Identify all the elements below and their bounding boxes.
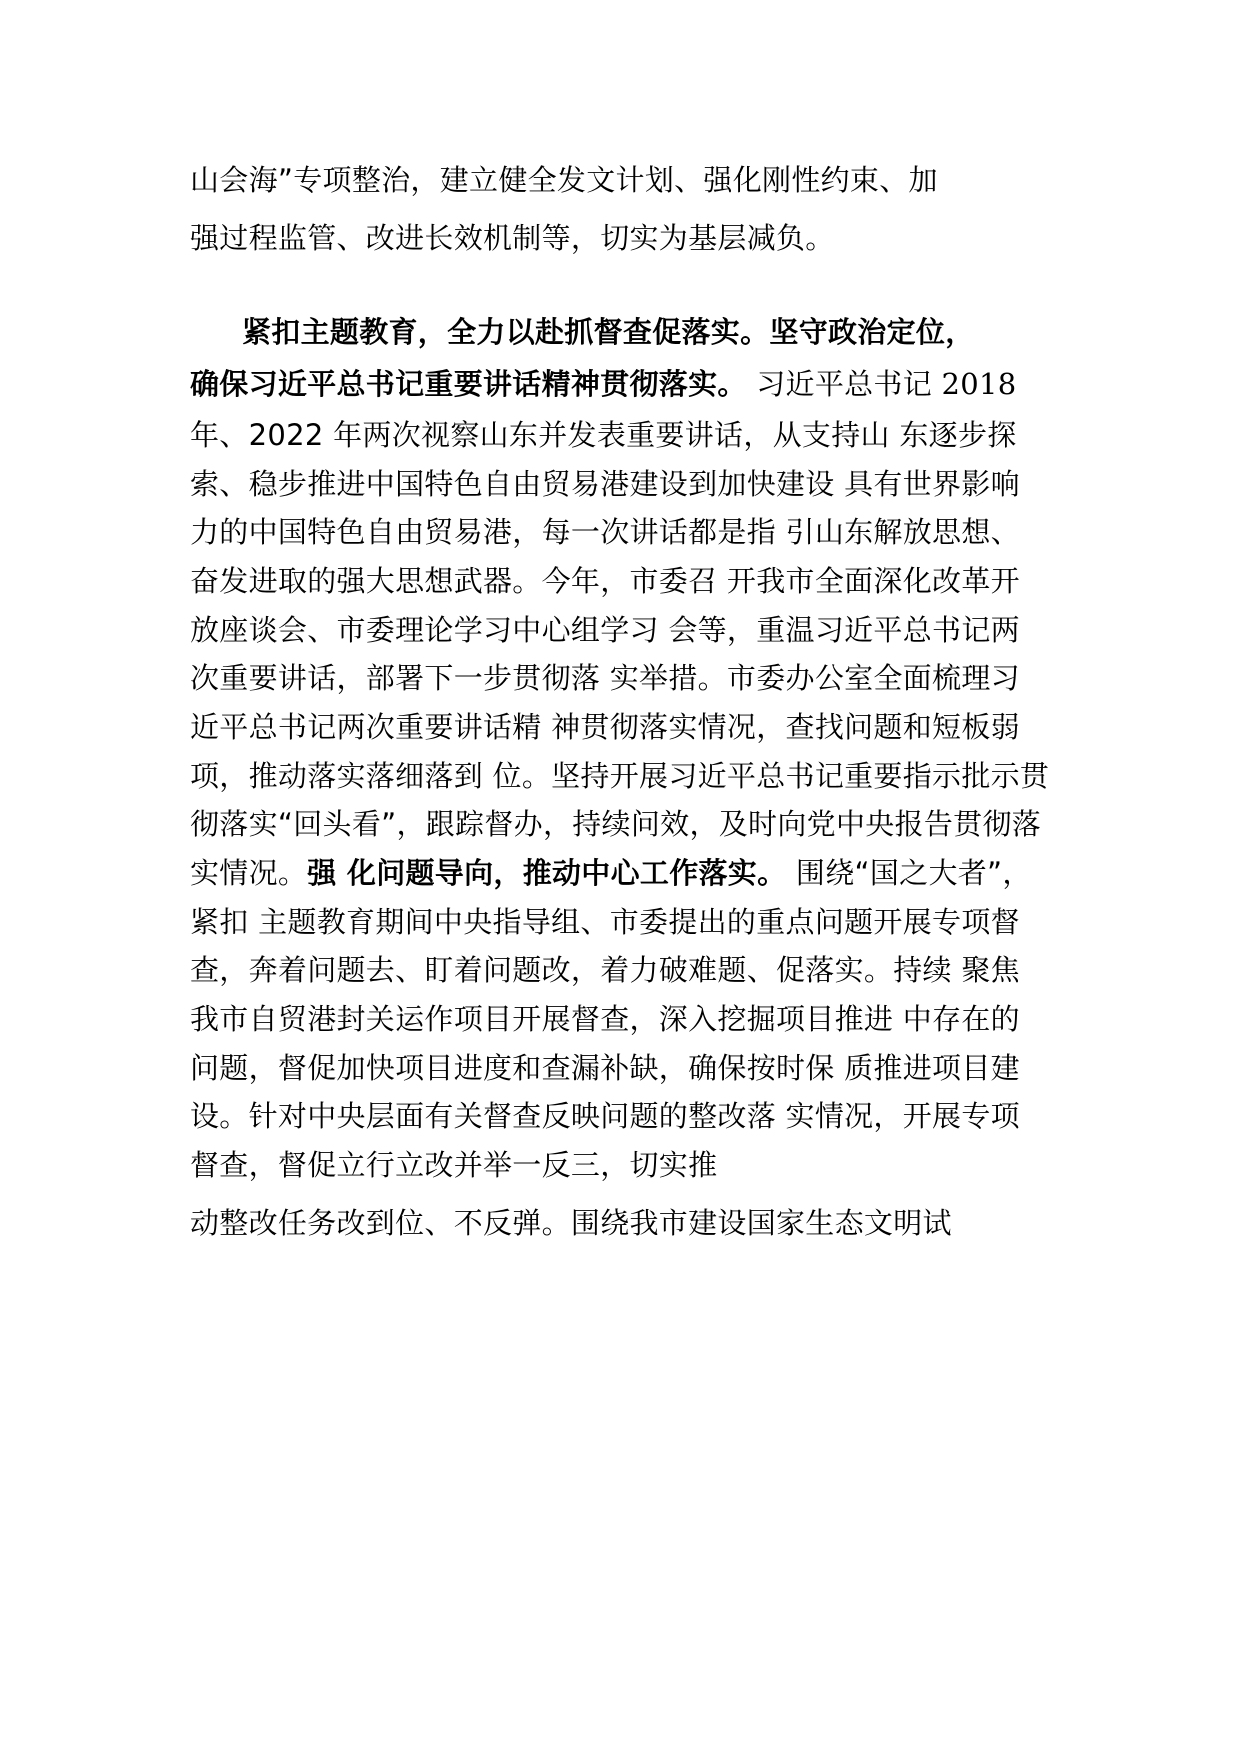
bold-lead: 确保习近平总书记重要讲话精神贯彻落实。 [190, 367, 747, 401]
text-line: 动整改任务改到位、不反弹。围绕我市建设国家生态文明试 [190, 1206, 952, 1240]
text-line: 问题，督促加快项目进度和查漏补缺，确保按时保 质推进项目建 [190, 1051, 1020, 1085]
text-line: 年、2022 年两次视察山东并发表重要讲话，从支持山 东逐步探 [190, 418, 1017, 452]
text-line: 山会海”专项整治，建立健全发文计划、强化刚性约束、加 [190, 163, 938, 197]
text-line: 索、稳步推进中国特色自由贸易港建设到加快建设 具有世界影响 [190, 467, 1020, 501]
bold-lead: 强 化问题导向，推动中心工作落实。 [307, 856, 787, 890]
text-line: 查，奔着问题去、盯着问题改，着力破难题、促落实。持续 聚焦 [190, 953, 1020, 987]
text-line: 设。针对中央层面有关督查反映问题的整改落 实情况，开展专项 [190, 1099, 1020, 1133]
text-line: 项，推动落实落细落到 位。坚持开展习近平总书记重要指示批示贯 [190, 759, 1050, 793]
text-line: 彻落实“回头看”，跟踪督办，持续问效，及时向党中央报告贯彻落 [190, 807, 1042, 841]
text-line: 督查，督促立行立改并举一反三，切实推 [190, 1148, 718, 1182]
text-line: 紧扣 主题教育期间中央指导组、市委提出的重点问题开展专项督 [190, 905, 1020, 939]
text-line: 力的中国特色自由贸易港，每一次讲话都是指 引山东解放思想、 [190, 515, 1020, 549]
text-line: 实情况。强 化问题导向，推动中心工作落实。 围绕“国之大者”， [190, 856, 1032, 890]
text-line: 我市自贸港封关运作项目开展督查，深入挖掘项目推进 中存在的 [190, 1002, 1020, 1036]
text-line: 近平总书记两次重要讲话精 神贯彻落实情况，查找问题和短板弱 [190, 710, 1020, 744]
text-line: 次重要讲话，部署下一步贯彻落 实举措。市委办公室全面梳理习 [190, 661, 1020, 695]
text-line: 确保习近平总书记重要讲话精神贯彻落实。 习近平总书记 2018 [190, 367, 1017, 401]
text-line: 放座谈会、市委理论学习中心组学习 会等，重温习近平总书记两 [190, 613, 1020, 647]
text-line: 强过程监管、改进长效机制等，切实为基层减负。 [190, 221, 835, 255]
section-heading: 紧扣主题教育，全力以赴抓督查促落实。坚守政治定位， [242, 315, 975, 349]
text-line: 奋发进取的强大思想武器。今年，市委召 开我市全面深化改革开 [190, 564, 1020, 598]
